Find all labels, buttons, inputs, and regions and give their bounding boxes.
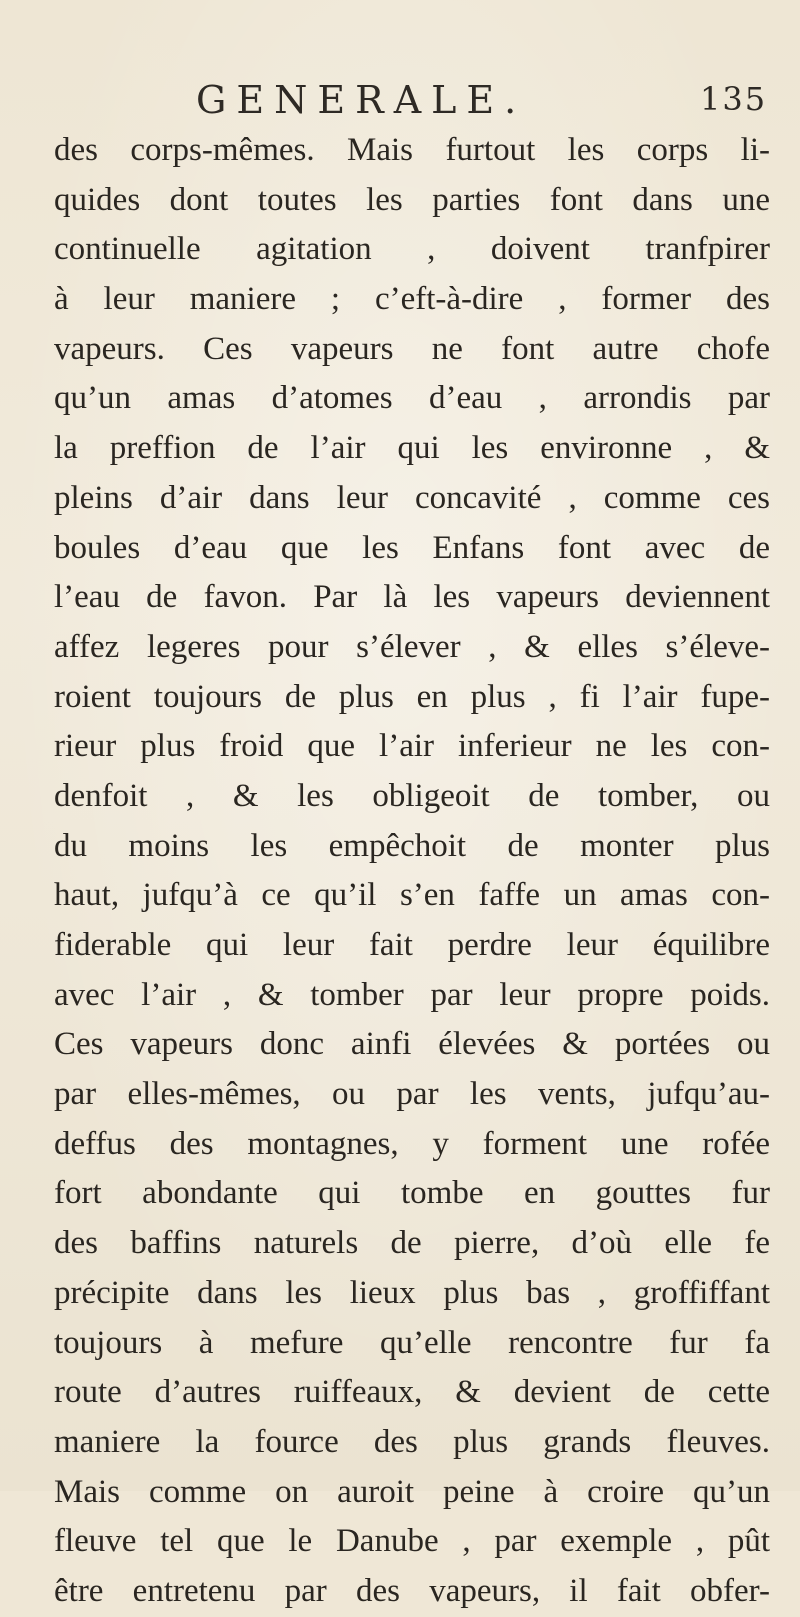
text-line: par elles-mêmes, ou par les vents, jufqu’au- <box>54 1076 770 1113</box>
text-line: pleins d’air dans leur concavité , comme ces <box>54 479 770 516</box>
text-line: Ces vapeurs donc ainfi élevées & portées ou <box>54 1026 770 1063</box>
text-line: quides dont toutes les parties font dans une <box>54 181 770 218</box>
text-line: boules d’eau que les Enfans font avec de <box>54 529 770 566</box>
text-line: qu’un amas d’atomes d’eau , arrondis par <box>54 380 770 417</box>
page-number: 135 <box>700 80 768 118</box>
text-line: continuelle agitation , doivent tranfpirer <box>54 231 770 268</box>
text-line: avec l’air , & tomber par leur propre poids. <box>54 976 770 1013</box>
text-line: à leur maniere ; c’eft-à-dire , former des <box>54 281 770 318</box>
text-line: fort abondante qui tombe en gouttes fur <box>54 1175 770 1212</box>
text-line: être entretenu par des vapeurs, il fait obfer- <box>54 1572 770 1609</box>
text-line: la preffion de l’air qui les environne , & <box>54 430 770 467</box>
text-line: du moins les empêchoit de monter plus <box>54 827 770 864</box>
text-line: maniere la fource des plus grands fleuves. <box>54 1423 770 1460</box>
text-line: l’eau de favon. Par là les vapeurs deviennent <box>54 579 770 616</box>
text-line: deffus des montagnes, y forment une rofée <box>54 1125 770 1162</box>
text-line: toujours à mefure qu’elle rencontre fur fa <box>54 1324 770 1361</box>
text-line: des baffins naturels de pierre, d’où elle fe <box>54 1225 770 1262</box>
text-line: affez legeres pour s’élever , & elles s’éleve- <box>54 628 770 665</box>
text-line: Mais comme on auroit peine à croire qu’un <box>54 1473 770 1510</box>
text-line: vapeurs. Ces vapeurs ne font autre chofe <box>54 330 770 367</box>
text-line: des corps-mêmes. Mais furtout les corps li- <box>54 132 770 168</box>
text-line: fleuve tel que le Danube , par exemple , pût <box>54 1523 770 1560</box>
text-line: rieur plus froid que l’air inferieur ne les con- <box>54 728 770 765</box>
text-line: roient toujours de plus en plus , fi l’air fupe- <box>54 678 770 715</box>
text-line: route d’autres ruiffeaux, & devient de cette <box>54 1374 770 1411</box>
text-line: fiderable qui leur fait perdre leur équilibre <box>54 927 770 963</box>
body-text <box>54 126 770 1617</box>
running-head: GENERALE. <box>196 78 527 122</box>
text-line: haut, jufqu’à ce qu’il s’en faffe un amas con- <box>54 877 770 914</box>
text-line: précipite dans les lieux plus bas , groffiffant <box>54 1274 770 1311</box>
text-line: denfoit , & les obligeoit de tomber, ou <box>54 777 770 814</box>
